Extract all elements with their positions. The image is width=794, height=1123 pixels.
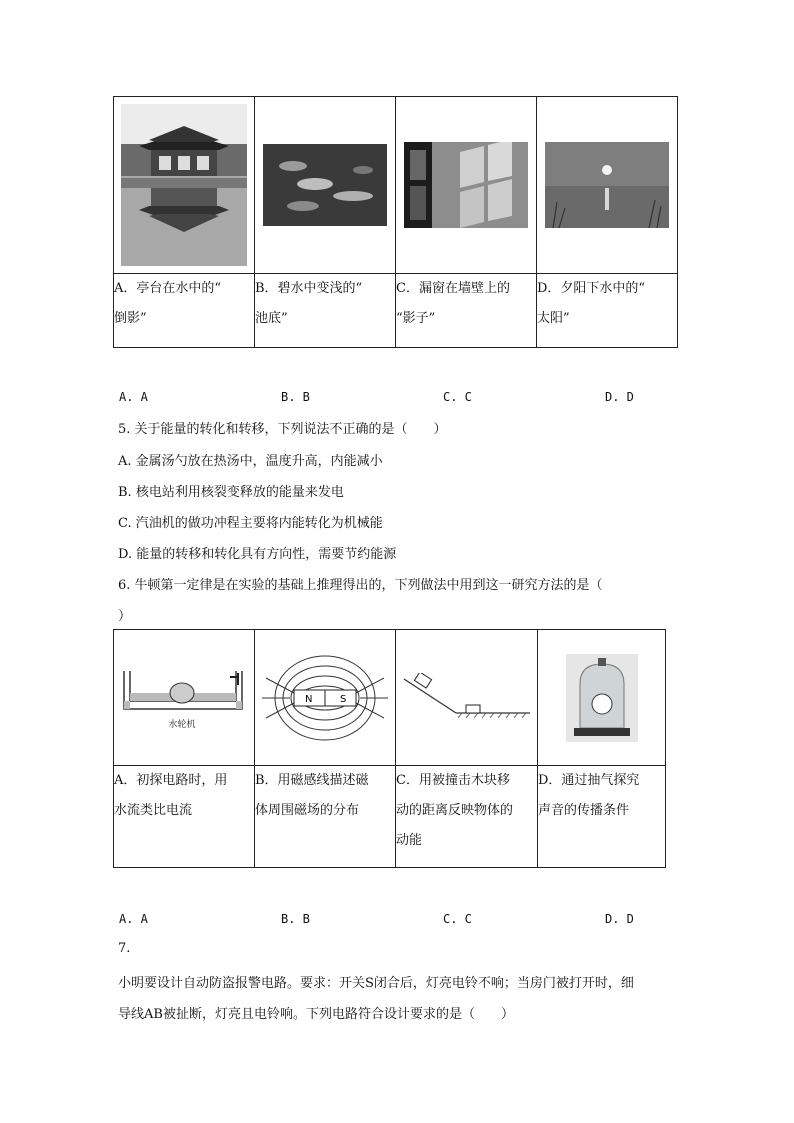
q7-number: 7. <box>118 941 131 956</box>
q6-choice-d[interactable]: D. D <box>605 912 634 926</box>
q6-stem-line1: 6. 牛顿第一定律是在实验的基础上推理得出的，下列做法中用到这一研究方法的是（ <box>118 578 603 593</box>
q4-choice-c[interactable]: C. C <box>443 390 472 404</box>
q4-image-window-shadow <box>396 97 537 274</box>
q4-choice-d[interactable]: D. D <box>605 390 634 404</box>
q4-image-sunset <box>537 97 678 274</box>
q6-option-table <box>113 629 666 868</box>
waterwheel-label: 水轮机 <box>168 719 196 730</box>
q4-choice-a[interactable]: A. A <box>119 390 148 404</box>
q6-caption-d: D．通过抽气探究 声音的传播条件 <box>538 766 666 868</box>
magnet-north-label: N <box>305 693 313 705</box>
waterwheel-diagram <box>120 663 248 733</box>
magnet-south-label: S <box>340 693 347 705</box>
incline-block-diagram <box>402 673 532 723</box>
magnetic-field-lines-diagram <box>260 653 390 743</box>
q6-caption-c: C．用被撞击木块移 动的距离反映物体的 动能 <box>396 766 538 868</box>
q4-option-table <box>113 96 678 348</box>
q4-caption-b: B．碧水中变浅的“ 池底” <box>255 274 396 348</box>
q6-caption-a: A．初探电路时，用 水流类比电流 <box>114 766 255 868</box>
q4-image-pond-fish <box>255 97 396 274</box>
q6-choice-a[interactable]: A. A <box>119 912 148 926</box>
q5-option-a[interactable]: A. 金属汤勺放在热汤中，温度升高，内能减小 <box>118 454 383 469</box>
q7-stem-line2: 导线AB被扯断，灯亮且电铃响。下列电路符合设计要求的是（ ） <box>118 1007 514 1022</box>
q6-image-magnet-field <box>255 630 396 766</box>
q4-caption-d: D．夕阳下水中的“ 太阳” <box>537 274 678 348</box>
q6-image-bell-jar <box>538 630 666 766</box>
q5-stem: 5. 关于能量的转化和转移，下列说法不正确的是（ ） <box>118 422 447 437</box>
q6-choice-c[interactable]: C. C <box>443 912 472 926</box>
q4-caption-a: A．亭台在水中的“ 倒影” <box>114 274 255 348</box>
q7-stem-line1: 小明要设计自动防盗报警电路。要求：开关S闭合后，灯亮电铃不响；当房门被打开时，细 <box>118 976 634 991</box>
q6-image-waterwheel <box>114 630 255 766</box>
q6-stem-line2: ） <box>118 609 132 624</box>
q6-image-incline-block <box>396 630 538 766</box>
q6-caption-b: B．用磁感线描述磁 体周围磁场的分布 <box>255 766 396 868</box>
sunset-water-photo <box>545 142 669 228</box>
q6-choice-b[interactable]: B. B <box>281 912 310 926</box>
q5-option-c[interactable]: C. 汽油机的做功冲程主要将内能转化为机械能 <box>118 516 383 531</box>
pond-fish-photo <box>263 144 387 226</box>
q5-option-d[interactable]: D. 能量的转移和转化具有方向性，需要节约能源 <box>118 547 397 562</box>
window-shadow-photo <box>404 142 528 228</box>
bell-jar-photo <box>566 654 638 742</box>
pavilion-reflection-photo <box>121 104 247 266</box>
q5-option-b[interactable]: B. 核电站利用核裂变释放的能量来发电 <box>118 485 344 500</box>
q4-choice-b[interactable]: B. B <box>281 390 310 404</box>
q4-caption-c: C．漏窗在墙壁上的 “影子” <box>396 274 537 348</box>
q4-image-pavilion <box>114 97 255 274</box>
